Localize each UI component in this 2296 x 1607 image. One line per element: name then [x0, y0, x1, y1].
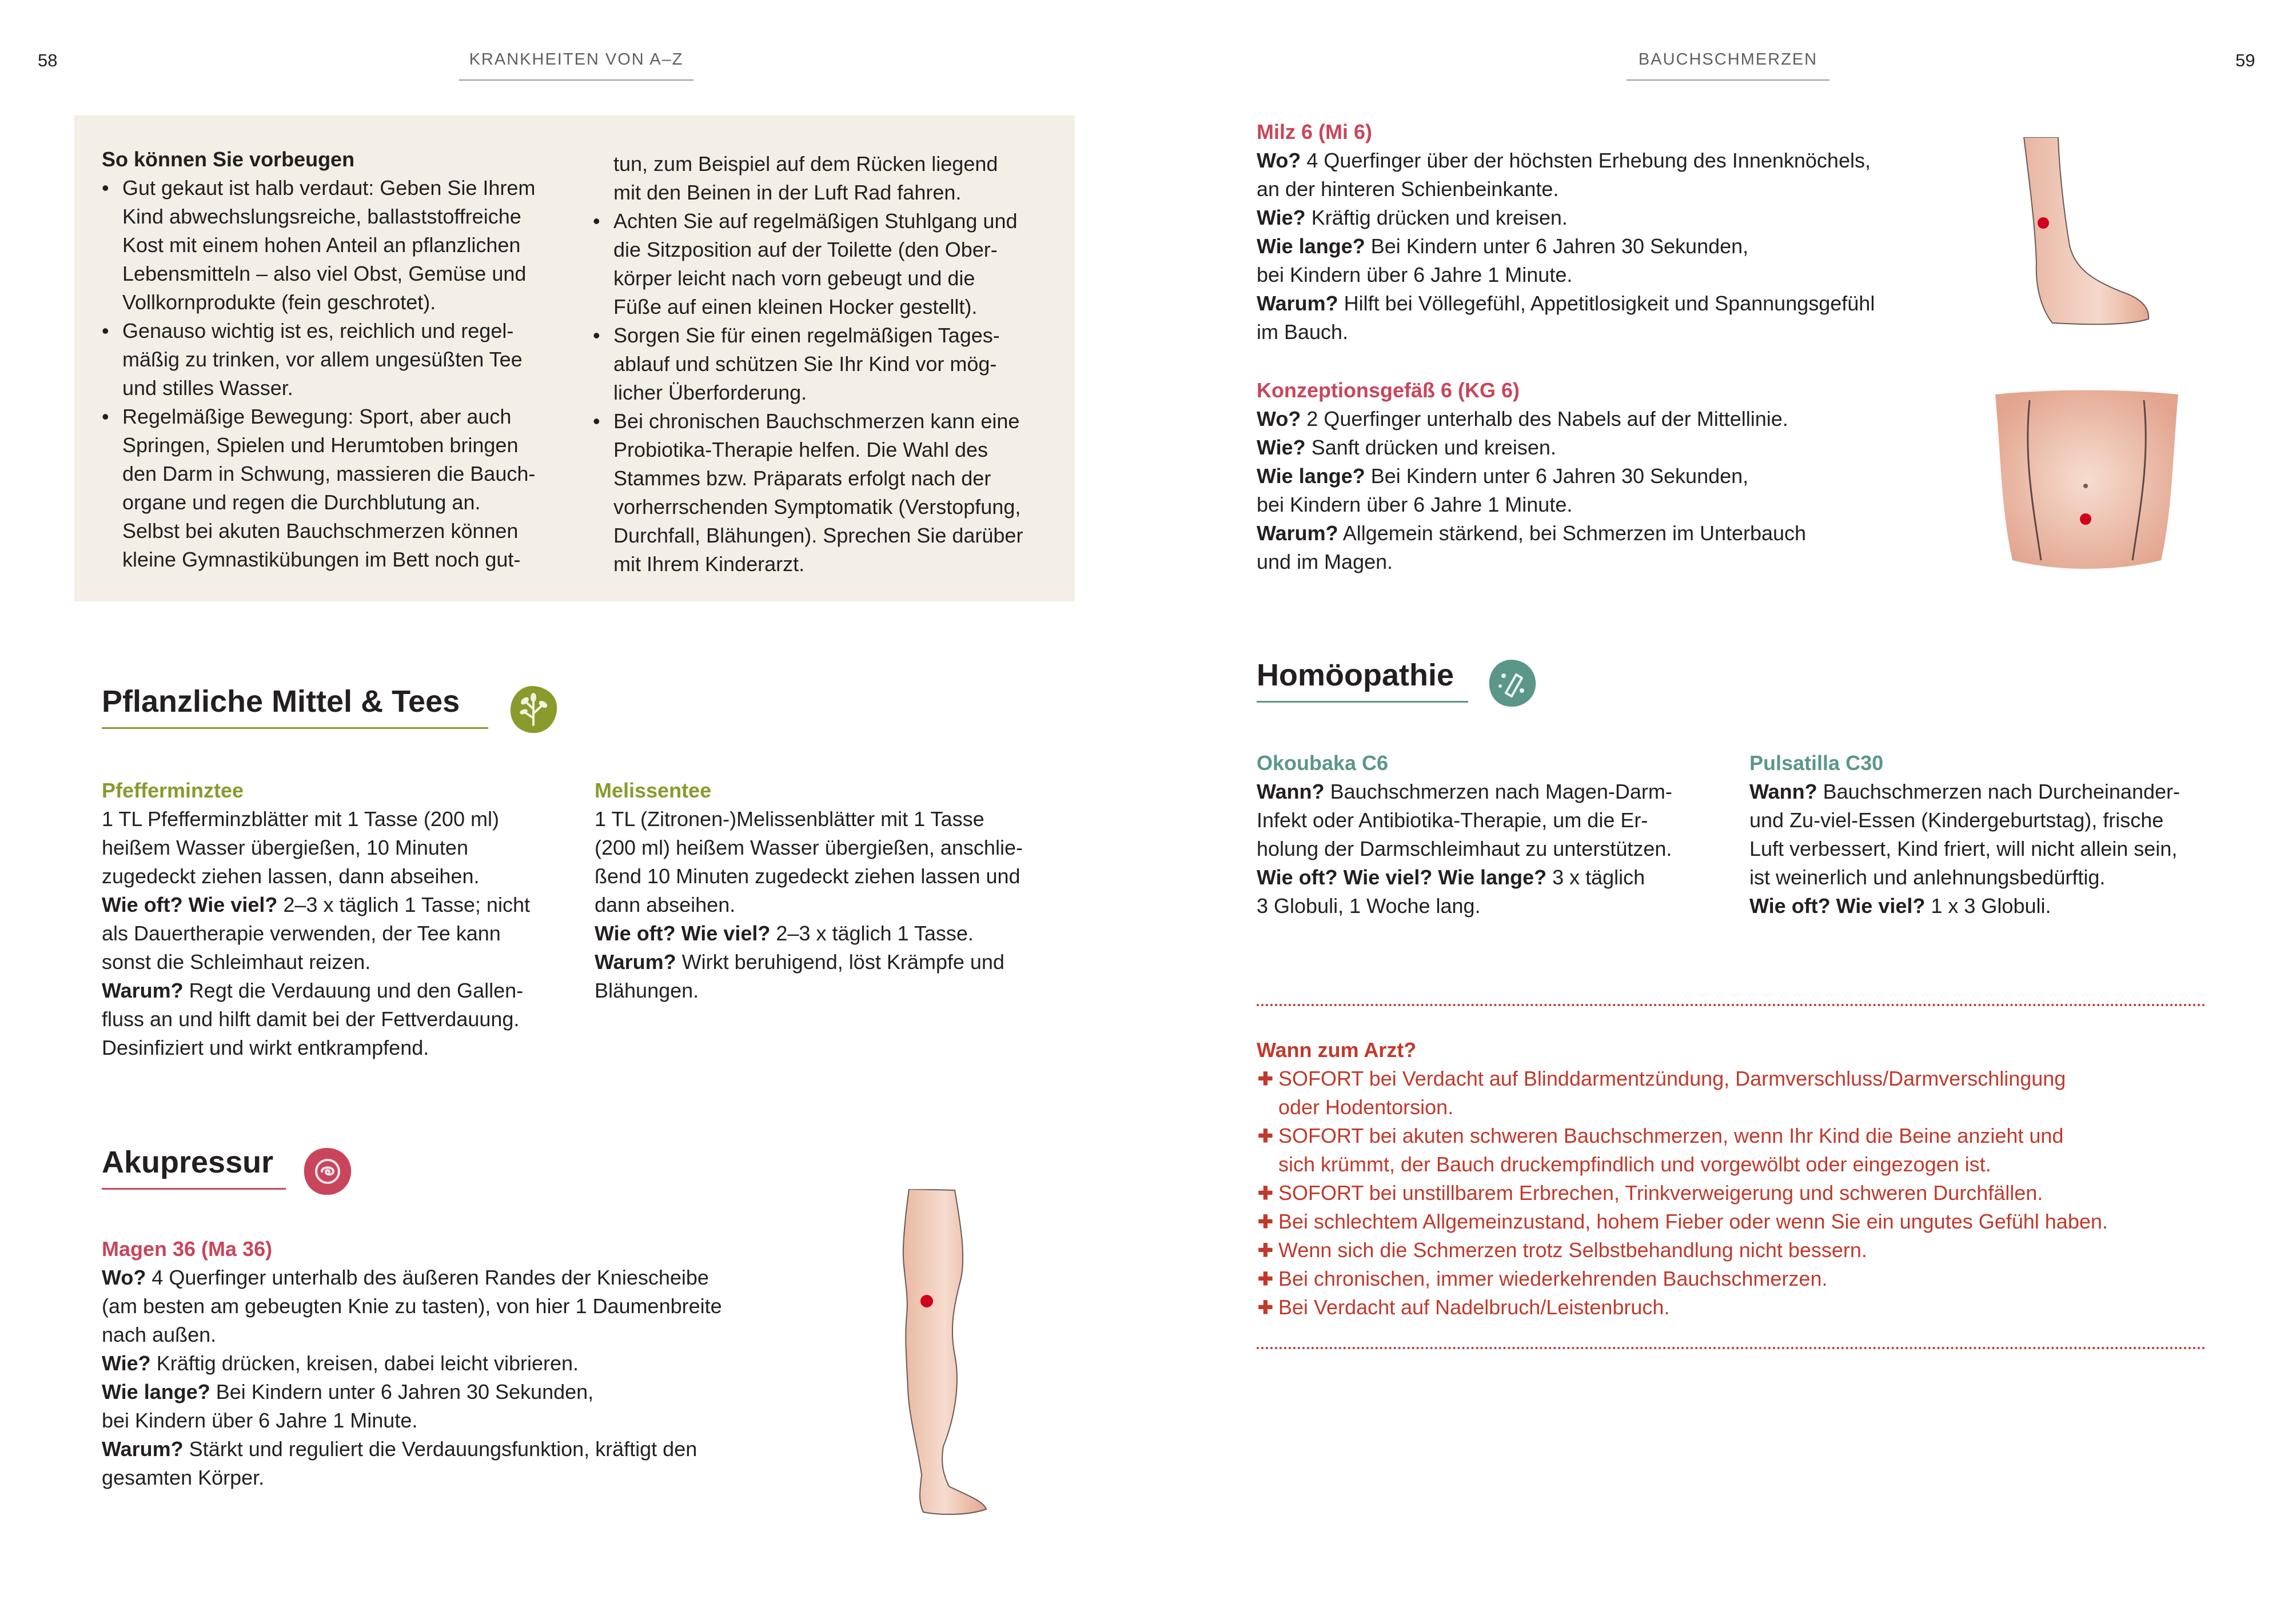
homeopathy-text-1: [1257, 777, 1737, 920]
line-text: Kräftig drücken, kreisen, dabei leicht vibrieren.: [150, 1351, 579, 1375]
text-line: [1749, 892, 2264, 920]
plus-icon: ✚: [1258, 1269, 1273, 1289]
prevention-line: • Sorgen Sie für einen regelmäßigen Tages-: [593, 321, 1062, 350]
prevention-line: den Darm in Schwung, massieren die Bauch-: [122, 462, 536, 485]
homeopathy-title-2: Pulsatilla C30: [1749, 751, 1884, 775]
doctor-item: [1257, 1236, 2206, 1265]
line-label: Warum?: [102, 979, 184, 1002]
line-text: 2–3 x täglich 1 Tasse.: [770, 922, 974, 945]
prevention-line: Vollkornprodukte (fein geschrotet).: [122, 290, 436, 314]
homeopathy-heading: Homöopathie: [1257, 657, 1468, 703]
line-text: Sanft drücken und kreisen.: [1305, 436, 1556, 459]
line-text: im Bauch.: [1257, 320, 1349, 344]
doctor-item: [1257, 1207, 2206, 1236]
text-line: [102, 1263, 788, 1292]
line-text: gesamten Körper.: [102, 1466, 265, 1489]
prevention-line: Lebensmitteln – also viel Obst, Gemüse und: [122, 262, 527, 285]
plus-icon: ✚: [1258, 1211, 1273, 1232]
herb-item-1: [102, 776, 576, 1062]
line-label: Wie lange?: [102, 1380, 210, 1403]
text-line: [1257, 175, 1943, 204]
line-text: Kräftig drücken und kreisen.: [1305, 206, 1568, 229]
prevention-line: • Bei chronischen Bauchschmerzen kann eine: [593, 407, 1062, 436]
line-label: Wie oft? Wie viel?: [595, 922, 771, 945]
text-line: [102, 919, 576, 948]
text-line: [1257, 261, 1943, 289]
line-text: als Dauertherapie verwenden, der Tee kann: [102, 922, 501, 945]
text-line: [1257, 777, 1737, 806]
prevention-line: mäßig zu trinken, vor allem ungesüßten Tee: [122, 348, 523, 371]
doctor-item-line: sich krümmt, der Bauch druckempfindlich und vorgewölbt oder eingezogen ist.: [1278, 1153, 1991, 1176]
line-text: Regt die Verdauung und den Gallen-: [183, 979, 524, 1002]
line-text: (am besten am gebeugten Knie zu tasten), von hier 1 Daumenbreite: [102, 1294, 722, 1318]
line-text: 2–3 x täglich 1 Tasse; nicht: [277, 893, 530, 916]
text-line: [1257, 462, 1943, 491]
prevention-line: und stilles Wasser.: [122, 376, 293, 400]
homeopathy-text-2: [1749, 777, 2264, 920]
text-line: [1257, 204, 1943, 232]
prevention-line: Probiotika-Therapie helfen. Die Wahl des: [613, 438, 988, 461]
line-label: Wie oft? Wie viel?: [1749, 894, 1926, 918]
prevention-column-2: [593, 150, 1062, 579]
text-line: [1257, 892, 1737, 920]
line-text: fluss an und hilft damit bei der Fettverdauung.: [102, 1007, 520, 1031]
kg-6-title: Konzeptionsgefäß 6 (KG 6): [1257, 378, 1520, 402]
text-line: [1257, 289, 1943, 318]
text-line: [1257, 548, 1943, 576]
herbal-heading: Pflanzliche Mittel & Tees: [102, 684, 488, 729]
line-text: Bei Kindern unter 6 Jahren 30 Sekunden,: [1365, 234, 1749, 258]
line-text: 4 Querfinger unterhalb des äußeren Randes der Kniescheibe: [146, 1266, 709, 1289]
plus-icon: ✚: [1258, 1183, 1273, 1203]
page-number-right: 59: [2235, 50, 2255, 70]
milz-6-text: [1257, 146, 1943, 346]
prevention-line: Selbst bei akuten Bauchschmerzen können: [122, 519, 519, 543]
prevention-line: organe und regen die Durchblutung an.: [122, 491, 481, 514]
doctor-item: [1257, 1293, 2206, 1322]
line-label: Warum?: [1257, 521, 1338, 545]
magen-36-title: Magen 36 (Ma 36): [102, 1237, 273, 1261]
line-text: zugedeckt ziehen lassen, dann abseihen.: [102, 864, 480, 888]
text-line: [1749, 835, 2264, 863]
text-line: [102, 948, 576, 976]
text-line: [1257, 433, 1943, 462]
homeopathy-title-1: Okoubaka C6: [1257, 751, 1389, 775]
line-text: bei Kindern über 6 Jahre 1 Minute.: [102, 1409, 418, 1432]
prevention-list-1: [102, 174, 571, 574]
line-text: 1 TL (Zitronen-)Melissenblätter mit 1 Tasse: [595, 807, 984, 831]
line-text: heißem Wasser übergießen, 10 Minuten: [102, 836, 468, 859]
plus-icon: ✚: [1258, 1126, 1273, 1146]
homeopathy-item-2: [1749, 749, 2264, 920]
prevention-line: • Achten Sie auf regelmäßigen Stuhlgang und: [593, 207, 1062, 236]
line-label: Warum?: [595, 950, 676, 974]
prevention-title: So können Sie vorbeugen: [102, 147, 355, 171]
text-line: [595, 862, 1069, 891]
herb-item-2: [595, 776, 1069, 1005]
line-text: (200 ml) heißem Wasser übergießen, anschlie-: [595, 836, 1023, 859]
line-text: nach außen.: [102, 1323, 217, 1346]
prevention-line: Kind abwechslungsreiche, ballaststoffreiche: [122, 205, 521, 228]
line-text: sonst die Schleimhaut reizen.: [102, 950, 371, 974]
text-line: [102, 1034, 576, 1062]
prevention-line: körper leicht nach vorn gebeugt und die: [613, 266, 975, 290]
line-label: Wie lange?: [1257, 234, 1365, 258]
doctor-block: [1257, 1036, 2206, 1322]
line-text: holung der Darmschleimhaut zu unterstützen.: [1257, 837, 1672, 860]
line-text: 1 TL Pfefferminzblätter mit 1 Tasse (200 ml): [102, 807, 499, 831]
text-line: [102, 834, 576, 862]
line-text: Hilft bei Völlegefühl, Appetitlosigkeit und Spannungsgefühl: [1338, 292, 1875, 315]
prevention-line: mit Ihrem Kinderarzt.: [613, 552, 805, 576]
line-text: und Zu-viel-Essen (Kindergeburtstag), frische: [1749, 808, 2164, 832]
line-text: dann abseihen.: [595, 893, 736, 916]
prevention-line: die Sitzposition auf der Toilette (den Ober-: [613, 238, 998, 261]
text-line: [595, 891, 1069, 919]
line-text: Wirkt beruhigend, löst Krämpfe und: [676, 950, 1005, 974]
text-line: [102, 1005, 576, 1034]
line-text: 3 Globuli, 1 Woche lang.: [1257, 894, 1481, 918]
text-line: [102, 976, 576, 1005]
prevention-line: Durchfall, Blähungen). Sprechen Sie darüber: [613, 524, 1023, 547]
text-line: [1749, 863, 2264, 892]
line-text: Infekt oder Antibiotika-Therapie, um die Er-: [1257, 808, 1648, 832]
text-line: [1257, 232, 1943, 261]
magen-36-text: [102, 1263, 788, 1492]
plus-icon: ✚: [1258, 1068, 1273, 1089]
doctor-list: [1257, 1064, 2206, 1322]
prevention-line: Kost mit einem hohen Anteil an pflanzlichen: [122, 233, 521, 257]
text-line: [1257, 405, 1943, 433]
divider-top: [1257, 1004, 2206, 1006]
abdomen-illustration: [1990, 389, 2184, 575]
text-line: [102, 805, 576, 834]
text-line: [1257, 318, 1943, 346]
text-line: [1749, 777, 2264, 806]
homeopathy-item-1: [1257, 749, 1737, 920]
line-label: Wie?: [102, 1351, 151, 1375]
magen-36-block: [102, 1235, 788, 1492]
text-line: [595, 948, 1069, 976]
doctor-item: [1257, 1179, 2206, 1207]
text-line: [1257, 491, 1943, 519]
line-text: 3 x täglich: [1546, 866, 1645, 889]
line-label: Warum?: [102, 1437, 184, 1461]
acupressure-heading: Akupressur: [102, 1145, 286, 1190]
prevention-line: ablauf und schützen Sie Ihr Kind vor mög-: [613, 352, 997, 376]
line-text: ist weinerlich und anlehnungsbedürftig.: [1749, 866, 2106, 889]
prevention-line: vorherrschenden Symptomatik (Verstopfung,: [613, 495, 1021, 519]
text-line: [1749, 806, 2264, 835]
doctor-item-line: Bei chronischen, immer wiederkehrenden Bauchschmerzen.: [1278, 1267, 1828, 1290]
line-text: Bei Kindern unter 6 Jahren 30 Sekunden,: [210, 1380, 594, 1403]
prevention-line: • Genauso wichtig ist es, reichlich und regel-: [102, 317, 571, 345]
line-text: Blähungen.: [595, 979, 699, 1002]
line-label: Wann?: [1257, 780, 1325, 803]
line-label: Wo?: [1257, 407, 1301, 430]
line-text: Bauchschmerzen nach Magen-Darm-: [1324, 780, 1672, 803]
kg-6-block: [1257, 376, 1943, 576]
text-line: [595, 805, 1069, 834]
herb-text-1: [102, 805, 576, 1062]
plus-icon: ✚: [1258, 1240, 1273, 1261]
text-line: [102, 1464, 788, 1492]
text-line: [595, 976, 1069, 1005]
globuli-icon: [1486, 657, 1538, 712]
prevention-line: Füße auf einen kleinen Hocker gestellt).: [613, 295, 978, 318]
line-label: Wie lange?: [1257, 464, 1365, 488]
text-line: [1257, 863, 1737, 892]
prevention-line: • Regelmäßige Bewegung: Sport, aber auch: [102, 402, 571, 431]
line-text: Bauchschmerzen nach Durcheinander-: [1817, 780, 2180, 803]
line-label: Wann?: [1749, 780, 1817, 803]
doctor-item-line: Bei schlechtem Allgemeinzustand, hohem Fieber oder wenn Sie ein ungutes Gefühl haben.: [1278, 1210, 2108, 1233]
line-text: Bei Kindern unter 6 Jahren 30 Sekunden,: [1365, 464, 1749, 488]
prevention-line: licher Überforderung.: [613, 381, 807, 404]
text-line: [595, 834, 1069, 862]
line-label: Wie oft? Wie viel? Wie lange?: [1257, 866, 1547, 889]
line-text: bei Kindern über 6 Jahre 1 Minute.: [1257, 263, 1573, 286]
text-line: [1257, 519, 1943, 548]
doctor-item: [1257, 1122, 2206, 1179]
text-line: [102, 1321, 788, 1349]
kg-6-text: [1257, 405, 1943, 576]
text-line: [102, 1292, 788, 1321]
line-text: 1 x 3 Globuli.: [1925, 894, 2051, 918]
herb-text-2: [595, 805, 1069, 1005]
text-line: [1257, 806, 1737, 835]
prevention-line: Springen, Spielen und Herumtoben bringen: [122, 433, 519, 457]
line-text: Desinfiziert und wirkt entkrampfend.: [102, 1036, 429, 1059]
line-label: Wo?: [1257, 149, 1301, 172]
prevention-list-2: [593, 150, 1062, 579]
doctor-item-line: SOFORT bei akuten schweren Bauchschmerzen, wenn Ihr Kind die Beine anzieht und: [1278, 1124, 2064, 1147]
acupressure-point-icon: [302, 1146, 353, 1200]
line-label: Wo?: [102, 1266, 146, 1289]
leaf-icon: [508, 684, 559, 738]
herb-title-1: Pfefferminztee: [102, 779, 244, 802]
line-text: bei Kindern über 6 Jahre 1 Minute.: [1257, 493, 1573, 516]
running-head-right: BAUCHSCHMERZEN: [1627, 50, 1829, 81]
prevention-column-1: [102, 145, 571, 574]
doctor-item-line: oder Hodentorsion.: [1278, 1095, 1454, 1119]
text-line: [102, 1435, 788, 1464]
line-label: Wie?: [1257, 206, 1306, 229]
doctor-item-line: Bei Verdacht auf Nadelbruch/Leistenbruch.: [1278, 1295, 1670, 1319]
line-text: 4 Querfinger über der höchsten Erhebung des Innenknöchels,: [1301, 149, 1871, 172]
line-label: Wie?: [1257, 436, 1306, 459]
line-text: an der hinteren Schienbeinkante.: [1257, 177, 1559, 201]
line-text: und im Magen.: [1257, 550, 1393, 573]
leg-illustration: [869, 1189, 995, 1524]
doctor-item-line: SOFORT bei unstillbarem Erbrechen, Trinkverweigerung und schweren Durchfällen.: [1278, 1181, 2043, 1205]
line-label: Wie oft? Wie viel?: [102, 893, 278, 916]
prevention-line: Stammes bzw. Präparats erfolgt nach der: [613, 466, 991, 490]
herb-title-2: Melissentee: [595, 779, 712, 802]
running-head-left: KRANKHEITEN VON A–Z: [459, 50, 693, 81]
doctor-item-line: SOFORT bei Verdacht auf Blinddarmentzündung, Darmverschluss/Darmverschlingung: [1278, 1067, 2066, 1090]
text-line: [102, 1378, 788, 1406]
plus-icon: ✚: [1258, 1297, 1273, 1318]
text-line: [102, 1406, 788, 1435]
text-line: [1257, 835, 1737, 863]
text-line: [1257, 146, 1943, 175]
ankle-illustration: [2012, 137, 2161, 334]
doctor-item-line: Wenn sich die Schmerzen trotz Selbstbehandlung nicht bessern.: [1278, 1238, 1867, 1262]
prevention-line: • Gut gekaut ist halb verdaut: Geben Sie Ihrem: [102, 174, 571, 202]
line-text: 2 Querfinger unterhalb des Nabels auf der Mittellinie.: [1301, 407, 1788, 430]
text-line: [102, 1349, 788, 1378]
line-text: Stärkt und reguliert die Verdauungsfunktion, kräftigt den: [183, 1437, 697, 1461]
doctor-item: [1257, 1265, 2206, 1293]
doctor-item: [1257, 1064, 2206, 1122]
text-line: [102, 891, 576, 919]
line-label: Warum?: [1257, 292, 1338, 315]
prevention-line: tun, zum Beispiel auf dem Rücken liegend: [613, 152, 998, 176]
prevention-line: mit den Beinen in der Luft Rad fahren.: [613, 181, 962, 204]
doctor-title: Wann zum Arzt?: [1257, 1038, 1417, 1062]
prevention-line: kleine Gymnastikübungen im Bett noch gut-: [122, 548, 521, 571]
page-number-left: 58: [38, 50, 58, 70]
line-text: Luft verbessert, Kind friert, will nicht allein sein,: [1749, 837, 2178, 860]
text-line: [595, 919, 1069, 948]
line-text: ßend 10 Minuten zugedeckt ziehen lassen und: [595, 864, 1021, 888]
line-text: Allgemein stärkend, bei Schmerzen im Unterbauch: [1338, 521, 1807, 545]
milz-6-block: [1257, 118, 1943, 346]
milz-6-title: Milz 6 (Mi 6): [1257, 120, 1373, 143]
divider-bottom: [1257, 1347, 2206, 1349]
text-line: [102, 862, 576, 891]
